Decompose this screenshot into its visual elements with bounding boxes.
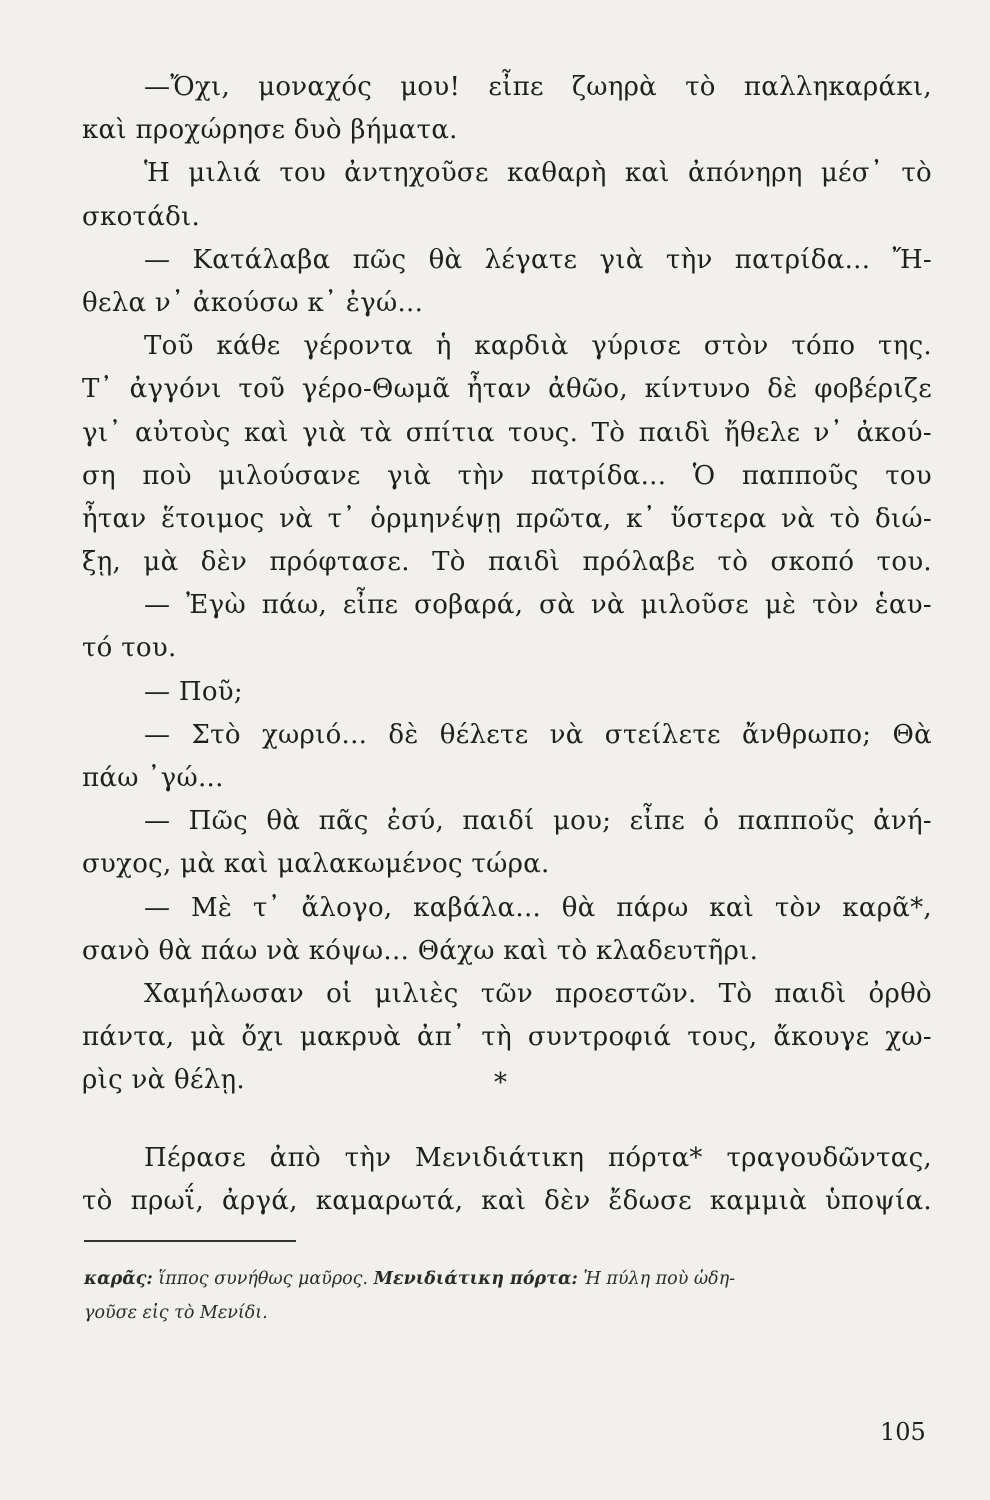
text-line: σανὸ θὰ πάω νὰ κόψω... Θάχω καὶ τὸ κλαδευτῆρι. bbox=[82, 935, 759, 966]
footnote-term: Μενιδιάτικη πόρτα: bbox=[373, 1269, 578, 1289]
text-line: — Στὸ χωριό... δὲ θέλετε νὰ στείλετε ἄνθρωπο; Θὰ bbox=[144, 719, 932, 750]
footnote-line: γοῦσε εἰς τὸ Μενίδι. bbox=[84, 1303, 268, 1323]
text-line: Τ᾽ ἀγγόνι τοῦ γέρο-Θωμᾶ ἦταν ἀθῶο, κίντυνο δὲ φοβέριζε bbox=[82, 374, 932, 405]
text-line: Τοῦ κάθε γέροντα ἡ καρδιὰ γύρισε στὸν τόπο της. bbox=[144, 331, 932, 362]
text-line: πάντα, μὰ ὄχι μακρυὰ ἀπ᾽ τὴ συντροφιά τους, ἄκουγε χω- bbox=[82, 1022, 932, 1053]
footnote-term: καρᾶς: bbox=[84, 1269, 153, 1289]
text-line: γι᾽ αὐτοὺς καὶ γιὰ τὰ σπίτια τους. Τὸ παιδὶ ἤθελε ν᾽ ἀκού- bbox=[82, 417, 932, 448]
text-line: — Μὲ τ᾽ ἄλογο, καβάλα... θὰ πάρω καὶ τὸν καρᾶ*, bbox=[144, 892, 932, 923]
text-line: θελα ν᾽ ἀκούσω κ᾽ ἐγώ... bbox=[82, 287, 424, 318]
footnote bbox=[84, 1262, 932, 1330]
text-line: Χαμήλωσαν οἱ μιλιὲς τῶν προεστῶν. Τὸ παιδὶ ὀρθὸ bbox=[144, 978, 932, 1009]
text-line: τό του. bbox=[82, 633, 177, 664]
text-line: τὸ πρωΐ, ἀργά, καμαρωτά, καὶ δὲν ἔδωσε καμμιὰ ὑποψία. bbox=[82, 1186, 932, 1217]
text-line: ση ποὺ μιλούσανε γιὰ τὴν πατρίδα... Ὁ παπποῦς του bbox=[82, 460, 932, 491]
footnote-rule bbox=[84, 1240, 296, 1242]
text-line: ἦταν ἕτοιμος νὰ τ᾽ ὁρμηνέψῃ πρῶτα, κ᾽ ὕστερα νὰ τὸ διώ- bbox=[82, 503, 932, 534]
text-line: ξῃ, μὰ δὲν πρόφτασε. Τὸ παιδὶ πρόλαβε τὸ σκοπό του. bbox=[82, 547, 932, 578]
text-line: συχος, μὰ καὶ μαλακωμένος τώρα. bbox=[82, 849, 550, 880]
section-separator: * bbox=[494, 1068, 507, 1098]
footnote-definition: Ἡ πύλη ποὺ ὡδη- bbox=[583, 1269, 736, 1289]
text-line: Ἡ μιλιά του ἀντηχοῦσε καθαρὴ καὶ ἀπόνηρη μέσ᾽ τὸ bbox=[144, 158, 932, 189]
main-text bbox=[82, 66, 932, 1103]
text-line: — Ἐγὼ πάω, εἶπε σοβαρά, σὰ νὰ μιλοῦσε μὲ τὸν ἑαυ- bbox=[144, 590, 932, 621]
text-line: πάω ᾽γώ... bbox=[82, 763, 224, 793]
text-line: —Ὄχι, μοναχός μου! εἶπε ζωηρὰ τὸ παλληκαράκι, bbox=[144, 72, 932, 102]
text-line: — Πῶς θὰ πᾶς ἐσύ, παιδί μου; εἶπε ὁ παπποῦς ἀνή- bbox=[144, 806, 932, 837]
text-line: Πέρασε ἀπὸ τὴν Μενιδιάτικη πόρτα* τραγουδῶντας, bbox=[144, 1143, 932, 1173]
page-number: 105 bbox=[880, 1418, 926, 1446]
text-line: καὶ προχώρησε δυὸ βήματα. bbox=[82, 115, 458, 146]
footnote-line bbox=[84, 1262, 932, 1296]
text-line: ρὶς νὰ θέλῃ. bbox=[82, 1065, 245, 1096]
text-line: — Κατάλαβα πῶς θὰ λέγατε γιὰ τὴν πατρίδα... Ἤ- bbox=[144, 244, 932, 275]
footnote-definition: ἵππος συνήθως μαῦρος. bbox=[158, 1269, 369, 1289]
closing-text bbox=[82, 1136, 932, 1222]
text-line: σκοτάδι. bbox=[82, 201, 201, 232]
text-line: — Ποῦ; bbox=[144, 676, 243, 707]
